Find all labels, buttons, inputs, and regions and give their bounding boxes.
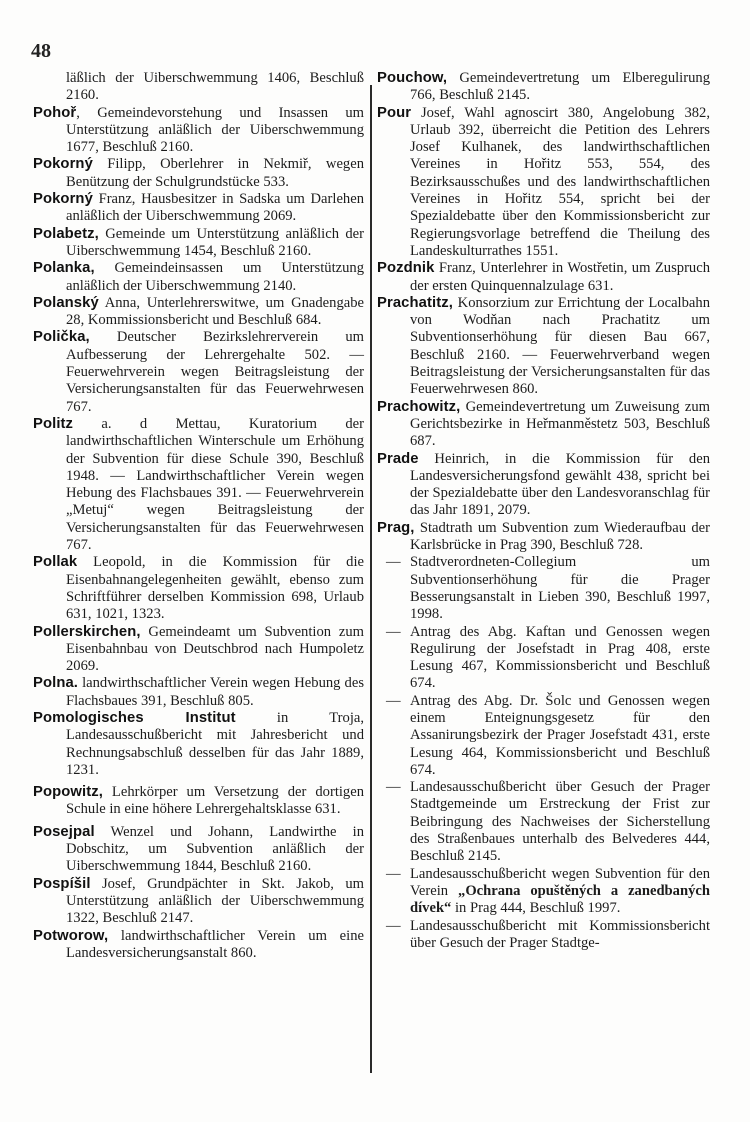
- index-entry: [33, 226, 364, 261]
- association-name: „Ochrana opuštěných a zanedbaných dívek“: [410, 882, 710, 917]
- entry-headword: Pospíšil: [33, 875, 91, 892]
- entry-text: Gemeinde um Unterstützung anläßlich der Uiberschwemmung 1454, Beschluß 2160.: [66, 225, 364, 259]
- entry-headword: Polanský: [33, 294, 99, 311]
- entry-headword: Polabetz,: [33, 225, 99, 242]
- em-dash: —: [386, 917, 401, 934]
- index-entry: [377, 260, 710, 295]
- index-entry: [33, 191, 364, 226]
- index-entry: [33, 329, 364, 415]
- entry-text: Josef, Grundpächter in Skt. Jakob, um Unterstützung anläßlich der Uiberschwemmung 1322, Beschluß 2147.: [66, 875, 364, 927]
- entry-text: , Gemeindevorstehung und Insassen um Unterstützung anläßlich der Uiberschwemmung 1677, Beschluß 2160.: [66, 104, 364, 156]
- em-dash: —: [386, 623, 401, 640]
- entry-text: Filipp, Oberlehrer in Nekmiř, wegen Benützung der Schulgrundstücke 533.: [66, 156, 364, 190]
- index-entry: [33, 824, 364, 876]
- index-sub-entry: [377, 624, 710, 693]
- entry-headword: Pour: [377, 104, 412, 121]
- left-column: [33, 70, 364, 962]
- entry-headword: Posejpal: [33, 823, 95, 840]
- entry-headword: Prade: [377, 450, 419, 467]
- index-entry: [33, 156, 364, 191]
- entry-headword: Politz: [33, 415, 74, 432]
- index-entry: [33, 624, 364, 676]
- sub-entry-text: Antrag des Abg. Kaftan und Genossen wegen Regulirung der Josefstadt in Prag 408, erste Lesung 467, Kommissionsbericht und Beschluß 674.: [410, 623, 710, 692]
- entry-headword: Polna.: [33, 675, 78, 692]
- index-sub-entry: [377, 866, 710, 918]
- entry-text: Gemeindeamt um Subvention zum Eisenbahnbau von Deutschbrod nach Humpoletz 2069.: [66, 623, 364, 675]
- entry-headword: Popowitz,: [33, 784, 103, 801]
- sub-entry-text: Landesausschußbericht wegen Subvention für den Verein: [410, 865, 710, 899]
- entry-text: Konsorzium zur Errichtung der Localbahn von Wodňan nach Prachatitz um Subventionserhöhung für diesen Bau 667, Beschluß 2160. — Feuerwehrverband wegen Beitragsleistung der Versicherungsanstalten für das Feuerwehrwesen 860.: [410, 294, 710, 398]
- index-entry: [33, 876, 364, 928]
- entry-text: Leopold, in die Kommission für die Eisenbahnangelegenheiten gewählt, ebenso zum Schriftführer derselben Kommission 698, Urlaub 631, 1021, 1323.: [66, 554, 364, 623]
- sub-entry-text: Landesausschußbericht mit Kommissionsbericht über Gesuch der Prager Stadtge-: [410, 917, 710, 951]
- column-divider: [370, 85, 372, 1073]
- entry-text: Wenzel und Johann, Landwirthe in Dobschitz, um Subvention anläßlich der Uiberschwemmung 1844, Beschluß 2160.: [66, 823, 364, 875]
- index-entry: [33, 675, 364, 710]
- index-sub-entry: [377, 918, 710, 953]
- entry-headword: Pozdnik: [377, 260, 435, 277]
- entry-text: Josef, Wahl agnoscirt 380, Angelobung 382, Urlaub 392, überreicht die Petition des Lehrers Josef Kulhanek, des landwirthschaftlichen Vereines in Hořitz 553, 554, des Bezirksausschußes und des landwirthschaftlichen Vereines in Hořitz 554, spricht bei der Spezialdebatte über den Kommissionsbericht zur Regierungsvorlage betreffend die Theilung des Landeskulturrathes 1551.: [410, 104, 710, 259]
- index-entry: [377, 295, 710, 399]
- entry-headword: Prachowitz,: [377, 398, 461, 415]
- em-dash: —: [386, 865, 401, 882]
- sub-entry-text: in Prag 444, Beschluß 1997.: [451, 900, 621, 917]
- sub-entry-text: Landesausschußbericht über Gesuch der Prager Stadtgemeinde um Erstreckung der Frist zur Beibringung des Nachweises der Sicherstellung des Straßenbaues unterhalb des Belvederes 444, Beschluß 2145.: [410, 779, 710, 865]
- index-entry: [377, 70, 710, 105]
- em-dash: —: [386, 779, 401, 796]
- index-sub-entry: [377, 554, 710, 623]
- entry-headword: Prachatitz,: [377, 294, 453, 311]
- entry-text: Heinrich, in die Kommission für den Landesversicherungsfond gewählt 438, spricht bei der Spezialdebatte über den Landesvoranschlag für das Jahr 1891, 2079.: [410, 450, 710, 519]
- entry-text: a. d Mettau, Kuratorium der landwirthschaftlichen Winterschule um Erhöhung der Subvention für diese Schule 390, Beschluß 1948. — Landwirthschaftlicher Verein wegen Hebung des Flachsbaues 391. — Feuerwehrverein „Metuj“ wegen Beitragsleistung der Versicherungsanstalten für das Feuerwehrwesen 767.: [66, 415, 364, 554]
- index-entry: [33, 416, 364, 554]
- entry-text: Stadtrath um Subvention zum Wiederaufbau der Karlsbrücke in Prag 390, Beschluß 728.: [410, 519, 710, 554]
- em-dash: —: [386, 554, 401, 571]
- entry-headword: Pomologisches Institut: [33, 709, 236, 726]
- index-entry: [33, 260, 364, 295]
- entry-text: landwirthschaftlicher Verein wegen Hebung des Flachsbaues 391, Beschluß 805.: [66, 675, 364, 709]
- entry-text: Anna, Unterlehrerswitwe, um Gnadengabe 28, Kommissionsbericht und Beschluß 684.: [66, 294, 364, 329]
- entry-text: Franz, Hausbesitzer in Sadska um Darlehen anläßlich der Uiberschwemmung 2069.: [66, 191, 364, 225]
- entry-headword: Pouchow,: [377, 70, 448, 86]
- entry-text: Gemeindevertretung um Elberegulirung 766, Beschluß 2145.: [410, 70, 710, 104]
- right-column: [377, 70, 710, 952]
- index-entry: [377, 520, 710, 555]
- sub-entry-text: Stadtverordneten-Collegium um Subventionserhöhung für die Prager Besserungsanstalt in Lieben 390, Beschluß 1997, 1998.: [410, 554, 710, 623]
- index-entry: [33, 105, 364, 157]
- entry-text: läßlich der Uiberschwemmung 1406, Beschluß 2160.: [66, 70, 364, 104]
- entry-headword: Pokorný: [33, 156, 93, 173]
- index-entry: [33, 710, 364, 779]
- index-entry: [33, 554, 364, 623]
- entry-text: Lehrkörper um Versetzung der dortigen Schule in eine höhere Lehrergehaltsklasse 631.: [66, 784, 364, 818]
- entry-text: in Troja, Landesausschußbericht mit Jahresbericht und Rechnungsabschluß desselben für das Jahr 1889, 1231.: [66, 709, 365, 778]
- page-number: 48: [31, 40, 51, 62]
- entry-headword: Potworow,: [33, 927, 109, 944]
- index-entry: [377, 399, 710, 451]
- index-entry: [377, 451, 710, 520]
- index-entry: [33, 295, 364, 330]
- entry-headword: Pollak: [33, 554, 78, 571]
- entry-text: Deutscher Bezirkslehrerverein um Aufbesserung der Lehrergehalte 502. — Feuerwehrverein wegen Beitragsleistung der Versicherungsanstalten für das Feuerwehrwesen 767.: [66, 329, 364, 415]
- index-entry: [33, 70, 364, 105]
- index-sub-entry: [377, 693, 710, 779]
- entry-headword: Polanka,: [33, 260, 95, 277]
- index-entry: [33, 928, 364, 963]
- em-dash: —: [386, 692, 401, 709]
- entry-headword: Prag,: [377, 519, 415, 536]
- entry-headword: Pollerskirchen,: [33, 623, 141, 640]
- entry-text: Gemeindevertretung um Zuweisung zum Gerichtsbezirke in Heřmanměstetz 503, Beschluß 687.: [410, 398, 710, 450]
- index-entry: [377, 105, 710, 261]
- sub-entry-text: Antrag des Abg. Dr. Šolc und Genossen wegen einem Enteignungsgesetz für den Assanirungsbezirk der Prager Josefstadt 431, erste Lesung 464, Kommissionsbericht und Beschluß 674.: [410, 692, 710, 778]
- entry-headword: Polička,: [33, 329, 90, 346]
- entry-text: landwirthschaftlicher Verein um eine Landesversicherungsanstalt 860.: [66, 927, 364, 961]
- index-entry: [33, 784, 364, 819]
- entry-text: Gemeindeinsassen um Unterstützung anläßlich der Uiberschwemmung 2140.: [66, 260, 364, 294]
- entry-text: Franz, Unterlehrer in Wostřetin, um Zuspruch der ersten Quinquennalzulage 631.: [410, 260, 710, 294]
- entry-headword: Pohoř: [33, 104, 77, 121]
- index-sub-entry: [377, 779, 710, 865]
- entry-headword: Pokorný: [33, 191, 93, 208]
